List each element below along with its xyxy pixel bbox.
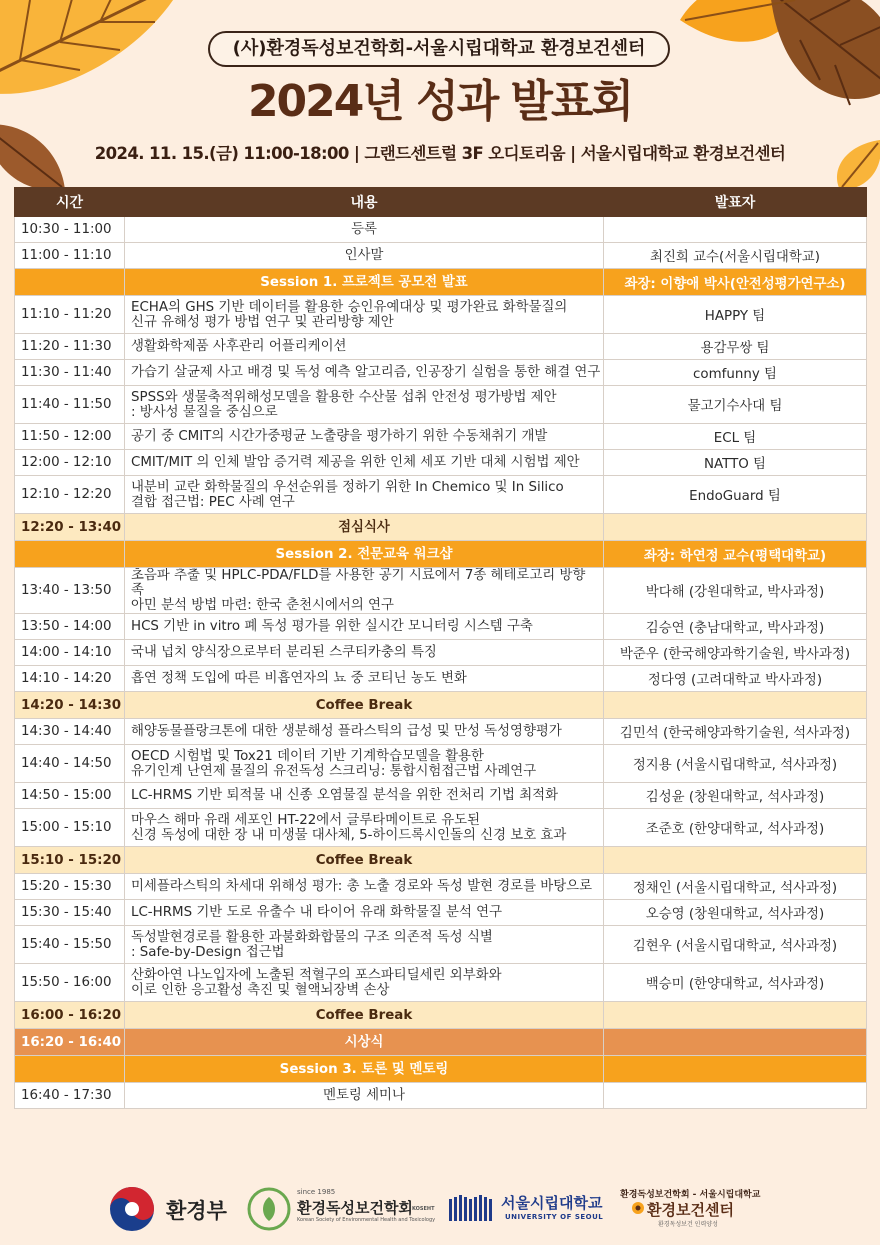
header bbox=[0, 0, 880, 185]
kosehh-abbr: KOSEHT bbox=[412, 1206, 435, 1212]
time-cell: 11:20 - 11:30 bbox=[15, 334, 125, 360]
presenter-cell: 최진희 교수(서울시립대학교) bbox=[604, 243, 867, 269]
time-cell: 12:10 - 12:20 bbox=[15, 476, 125, 514]
table-row bbox=[15, 541, 867, 568]
content-cell: Session 3. 토론 및 멘토링 bbox=[125, 1056, 604, 1083]
table-row bbox=[15, 809, 867, 847]
moe-label: 환경부 bbox=[166, 1199, 227, 1223]
time-cell: 14:20 - 14:30 bbox=[15, 692, 125, 719]
presenter-cell: 김승연 (충남대학교, 박사과정) bbox=[604, 614, 867, 640]
table-row bbox=[15, 745, 867, 783]
presenter-cell: 좌장: 하연정 교수(평택대학교) bbox=[604, 541, 867, 568]
table-row bbox=[15, 568, 867, 614]
content-cell: Session 2. 전문교육 워크샵 bbox=[125, 541, 604, 568]
time-cell: 11:00 - 11:10 bbox=[15, 243, 125, 269]
presenter-cell bbox=[604, 692, 867, 719]
time-cell: 13:50 - 14:00 bbox=[15, 614, 125, 640]
content-cell: 독성발현경로를 활용한 과불화화합물의 구조 의존적 독성 식별 : Safe-by-Design 접근법 bbox=[125, 926, 604, 964]
time-cell: 14:50 - 15:00 bbox=[15, 783, 125, 809]
table-row bbox=[15, 476, 867, 514]
presenter-cell: 좌장: 이향애 박사(안전성평가연구소) bbox=[604, 269, 867, 296]
kosehh-name: 환경독성보건학회 bbox=[297, 1199, 413, 1217]
schedule-body bbox=[15, 217, 867, 1109]
presenter-cell: HAPPY 팀 bbox=[604, 296, 867, 334]
center-name: 환경보건센터 bbox=[647, 1201, 734, 1219]
presenter-cell: 백승미 (한양대학교, 석사과정) bbox=[604, 964, 867, 1002]
presenter-cell bbox=[604, 1083, 867, 1109]
time-cell: 14:40 - 14:50 bbox=[15, 745, 125, 783]
time-cell: 15:00 - 15:10 bbox=[15, 809, 125, 847]
center-affiliation: 환경독성보건학회 - 서울시립대학교 bbox=[620, 1190, 761, 1200]
presenter-cell: 박준우 (한국해양과학기술원, 박사과정) bbox=[604, 640, 867, 666]
content-cell: OECD 시험법 및 Tox21 데이터 기반 기계학습모델을 활용한 유기인계 난연제 물질의 유전독성 스크리닝: 통합시험접근법 사례연구 bbox=[125, 745, 604, 783]
table-row bbox=[15, 386, 867, 424]
presenter-cell bbox=[604, 217, 867, 243]
presenter-cell: 오승영 (창원대학교, 석사과정) bbox=[604, 900, 867, 926]
table-row bbox=[15, 1056, 867, 1083]
presenter-cell: 김현우 (서울시립대학교, 석사과정) bbox=[604, 926, 867, 964]
presenter-cell: 조준호 (한양대학교, 석사과정) bbox=[604, 809, 867, 847]
footer-logos bbox=[0, 1175, 880, 1245]
moe-emblem-icon bbox=[109, 1186, 155, 1232]
time-cell: 16:40 - 17:30 bbox=[15, 1083, 125, 1109]
presenter-cell bbox=[604, 1056, 867, 1083]
uos-logo-icon bbox=[449, 1195, 495, 1221]
table-row bbox=[15, 847, 867, 874]
content-cell: CMIT/MIT 의 인체 발암 증거력 제공을 위한 인체 세포 기반 대체 시험법 제안 bbox=[125, 450, 604, 476]
content-cell: 공기 중 CMIT의 시간가중평균 노출량을 평가하기 위한 수동채취기 개발 bbox=[125, 424, 604, 450]
table-row bbox=[15, 614, 867, 640]
content-cell: 산화아연 나노입자에 노출된 적혈구의 포스파티딜세린 외부화와 이로 인한 응고활성 촉진 및 혈액뇌장벽 손상 bbox=[125, 964, 604, 1002]
content-cell: LC-HRMS 기반 퇴적물 내 신종 오염물질 분석을 위한 전처리 기법 최적화 bbox=[125, 783, 604, 809]
presenter-cell bbox=[604, 1029, 867, 1056]
kosehh-logo-icon bbox=[247, 1187, 291, 1231]
table-row bbox=[15, 1029, 867, 1056]
table-row bbox=[15, 666, 867, 692]
time-cell: 14:30 - 14:40 bbox=[15, 719, 125, 745]
time-cell: 14:00 - 14:10 bbox=[15, 640, 125, 666]
content-cell: Coffee Break bbox=[125, 1002, 604, 1029]
presenter-cell: 박다해 (강원대학교, 박사과정) bbox=[604, 568, 867, 614]
presenter-cell: NATTO 팀 bbox=[604, 450, 867, 476]
content-cell: 점심식사 bbox=[125, 514, 604, 541]
presenter-cell: 김민석 (한국해양과학기술원, 석사과정) bbox=[604, 719, 867, 745]
presenter-cell: 용감무쌍 팀 bbox=[604, 334, 867, 360]
table-row bbox=[15, 964, 867, 1002]
content-cell: 가습기 살균제 사고 배경 및 독성 예측 알고리즘, 인공장기 실험을 통한 해결 연구 bbox=[125, 360, 604, 386]
presenter-cell: 물고기수사대 팀 bbox=[604, 386, 867, 424]
content-cell: ECHA의 GHS 기반 데이터를 활용한 승인유예대상 및 평가완료 화학물질의 신규 유해성 평가 방법 연구 및 관리방향 제안 bbox=[125, 296, 604, 334]
time-cell: 15:40 - 15:50 bbox=[15, 926, 125, 964]
table-row bbox=[15, 360, 867, 386]
uos-english: UNIVERSITY OF SEOUL bbox=[505, 1213, 604, 1221]
time-cell: 12:20 - 13:40 bbox=[15, 514, 125, 541]
presenter-cell: 김성윤 (창원대학교, 석사과정) bbox=[604, 783, 867, 809]
table-row bbox=[15, 926, 867, 964]
uos-name: 서울시립대학교 bbox=[501, 1194, 603, 1212]
table-row bbox=[15, 692, 867, 719]
presenter-cell bbox=[604, 1002, 867, 1029]
table-row bbox=[15, 514, 867, 541]
presenter-cell: ECL 팀 bbox=[604, 424, 867, 450]
table-row bbox=[15, 783, 867, 809]
table-row bbox=[15, 1002, 867, 1029]
time-cell bbox=[15, 1056, 125, 1083]
content-cell: 해양동물플랑크톤에 대한 생분해성 플라스틱의 급성 및 만성 독성영향평가 bbox=[125, 719, 604, 745]
content-cell: Coffee Break bbox=[125, 692, 604, 719]
center-subtitle: 환경독성보건 인력양성 bbox=[658, 1221, 718, 1228]
kosehh-since: since 1985 bbox=[297, 1188, 336, 1196]
content-cell: 국내 넙치 양식장으로부터 분리된 스쿠티카충의 특징 bbox=[125, 640, 604, 666]
presenter-cell: 정다영 (고려대학교 박사과정) bbox=[604, 666, 867, 692]
presenter-cell bbox=[604, 514, 867, 541]
time-cell bbox=[15, 269, 125, 296]
table-row bbox=[15, 719, 867, 745]
header-content: 내용 bbox=[125, 188, 604, 217]
content-cell: 미세플라스틱의 차세대 위해성 평가: 총 노출 경로와 독성 발현 경로를 바탕으로 bbox=[125, 874, 604, 900]
presenter-cell: EndoGuard 팀 bbox=[604, 476, 867, 514]
table-row bbox=[15, 874, 867, 900]
time-cell bbox=[15, 541, 125, 568]
header-time: 시간 bbox=[15, 188, 125, 217]
content-cell: 내분비 교란 화학물질의 우선순위를 정하기 위한 In Chemico 및 In Silico 결합 접근법: PEC 사례 연구 bbox=[125, 476, 604, 514]
time-cell: 14:10 - 14:20 bbox=[15, 666, 125, 692]
event-info: 2024. 11. 15.(금) 11:00-18:00 | 그랜드센트럴 3F 오디토리움 | 서울시립대학교 환경보건센터 bbox=[94, 144, 786, 163]
content-cell: 초음파 추출 및 HPLC-PDA/FLD를 사용한 공기 시료에서 7종 헤테로고리 방향족 아민 분석 방법 마련: 한국 춘천시에서의 연구 bbox=[125, 568, 604, 614]
table-row bbox=[15, 424, 867, 450]
content-cell: 멘토링 세미나 bbox=[125, 1083, 604, 1109]
table-row bbox=[15, 296, 867, 334]
time-cell: 15:20 - 15:30 bbox=[15, 874, 125, 900]
time-cell: 15:50 - 16:00 bbox=[15, 964, 125, 1002]
content-cell: Coffee Break bbox=[125, 847, 604, 874]
presenter-cell: comfunny 팀 bbox=[604, 360, 867, 386]
table-row bbox=[15, 640, 867, 666]
content-cell: 마우스 해마 유래 세포인 HT-22에서 글루타메이트로 유도된 신경 독성에 대한 장 내 미생물 대사체, 5-하이드록시인돌의 신경 보호 효과 bbox=[125, 809, 604, 847]
content-cell: SPSS와 생물축적위해성모델을 활용한 수산물 섭취 안전성 평가방법 제안 : 방사성 물질을 중심으로 bbox=[125, 386, 604, 424]
content-cell: Session 1. 프로젝트 공모전 발표 bbox=[125, 269, 604, 296]
presenter-cell: 정채인 (서울시립대학교, 석사과정) bbox=[604, 874, 867, 900]
time-cell: 15:30 - 15:40 bbox=[15, 900, 125, 926]
time-cell: 15:10 - 15:20 bbox=[15, 847, 125, 874]
table-row bbox=[15, 269, 867, 296]
page-title: 2024년 성과 발표회 bbox=[247, 76, 633, 127]
time-cell: 10:30 - 11:00 bbox=[15, 217, 125, 243]
schedule-table bbox=[14, 187, 867, 1109]
time-cell: 12:00 - 12:10 bbox=[15, 450, 125, 476]
content-cell: 인사말 bbox=[125, 243, 604, 269]
table-row bbox=[15, 450, 867, 476]
table-row bbox=[15, 217, 867, 243]
time-cell: 11:50 - 12:00 bbox=[15, 424, 125, 450]
organizer-pill: (사)환경독성보건학회-서울시립대학교 환경보건센터 bbox=[208, 31, 670, 67]
table-row bbox=[15, 334, 867, 360]
header-presenter: 발표자 bbox=[604, 188, 867, 217]
time-cell: 11:30 - 11:40 bbox=[15, 360, 125, 386]
content-cell: 생활화학제품 사후관리 어플리케이션 bbox=[125, 334, 604, 360]
table-row bbox=[15, 243, 867, 269]
table-row bbox=[15, 1083, 867, 1109]
center-flower-icon bbox=[631, 1201, 645, 1215]
content-cell: 시상식 bbox=[125, 1029, 604, 1056]
content-cell: HCS 기반 in vitro 폐 독성 평가를 위한 실시간 모니터링 시스템 구축 bbox=[125, 614, 604, 640]
table-row bbox=[15, 900, 867, 926]
time-cell: 11:40 - 11:50 bbox=[15, 386, 125, 424]
presenter-cell bbox=[604, 847, 867, 874]
content-cell: 흡연 정책 도입에 따른 비흡연자의 뇨 중 코티닌 농도 변화 bbox=[125, 666, 604, 692]
kosehh-english: Korean Society of Environmental Health and Toxicology bbox=[297, 1217, 436, 1223]
content-cell: 등록 bbox=[125, 217, 604, 243]
table-header-row bbox=[15, 188, 867, 217]
time-cell: 13:40 - 13:50 bbox=[15, 568, 125, 614]
time-cell: 11:10 - 11:20 bbox=[15, 296, 125, 334]
time-cell: 16:00 - 16:20 bbox=[15, 1002, 125, 1029]
content-cell: LC-HRMS 기반 도로 유출수 내 타이어 유래 화학물질 분석 연구 bbox=[125, 900, 604, 926]
presenter-cell: 정지용 (서울시립대학교, 석사과정) bbox=[604, 745, 867, 783]
time-cell: 16:20 - 16:40 bbox=[15, 1029, 125, 1056]
